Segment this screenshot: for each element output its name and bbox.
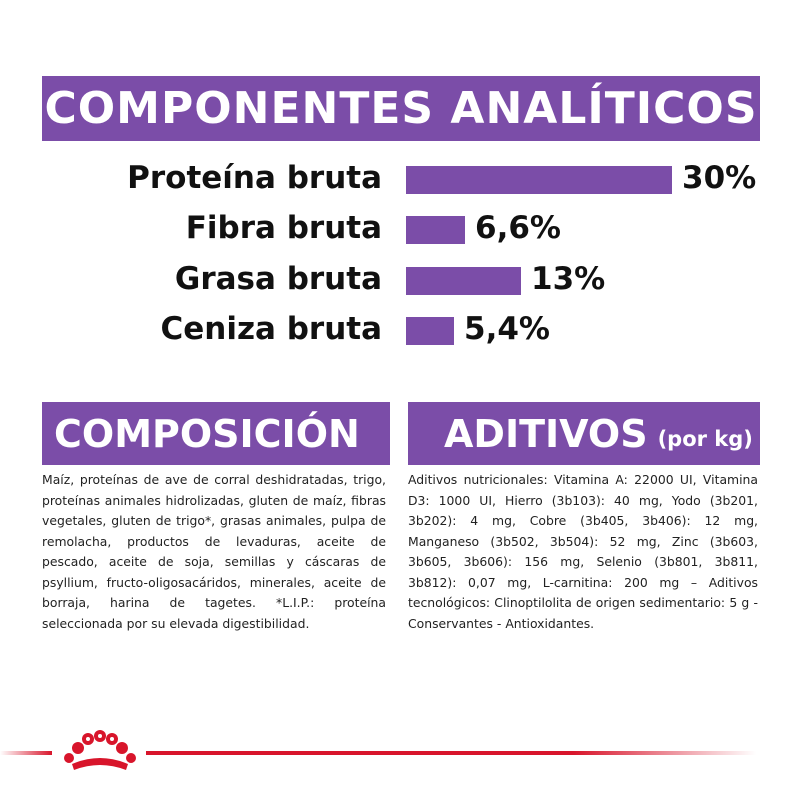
- brand-line-right: [146, 751, 756, 755]
- category-label: Grasa bruta: [174, 261, 382, 297]
- bar-value-label: 5,4%: [464, 311, 550, 347]
- additives-heading: [408, 402, 760, 465]
- category-label: Ceniza bruta: [160, 311, 382, 347]
- bar-value-label: 13%: [531, 261, 606, 297]
- composition-title: COMPOSICIÓN: [54, 411, 360, 456]
- bar-value-label: 30%: [682, 160, 757, 196]
- heading-text: COMPONENTES ANALÍTICOS: [44, 83, 758, 134]
- additives-unit: (por kg): [657, 426, 753, 451]
- bar: [406, 166, 672, 194]
- bar: [406, 267, 521, 295]
- additives-text: Aditivos nutricionales: Vitamina A: 22000 UI, Vitamina D3: 1000 UI, Hierro (3b103): 40 mg, Yodo (3b201, 3b202): 4 mg, Cobre (3b405, 3b406): 12 mg, Manganeso (3b502, 3b504): 52 mg, Zinc (3b603, 3b605, 3b606): 156 mg, Selenio (3b801, 3b811, 3b812): 0,07 mg, L-carnitina: 200 mg – Aditivos tecnológicos: Clinoptilolita de origen sedimentario: 5 g - Conservantes - Antioxidantes.: [408, 472, 758, 631]
- bar-value-label: 6,6%: [475, 210, 561, 246]
- crown-icon: [58, 730, 142, 774]
- bar: [406, 317, 454, 345]
- composition-heading: [42, 402, 390, 465]
- category-label: Fibra bruta: [185, 210, 382, 246]
- analytic-components-heading: [42, 76, 760, 141]
- composition-text: Maíz, proteínas de ave de corral deshidratadas, trigo, proteínas animales hidrolizadas, gluten de maíz, fibras vegetales, gluten de trigo*, grasas animales, pulpa de remolacha, productos de levaduras, aceite de pescado, aceite de soja, semillas y cáscaras de psyllium, fructo-oligosacáridos, minerales, aceite de borraja, harina de tagetes. *L.I.P.: proteína seleccionada por su elevada digestibilidad.: [42, 472, 386, 631]
- bar: [406, 216, 465, 244]
- brand-line-left: [0, 751, 52, 755]
- additives-title: ADITIVOS: [444, 411, 648, 456]
- category-label: Proteína bruta: [127, 160, 382, 196]
